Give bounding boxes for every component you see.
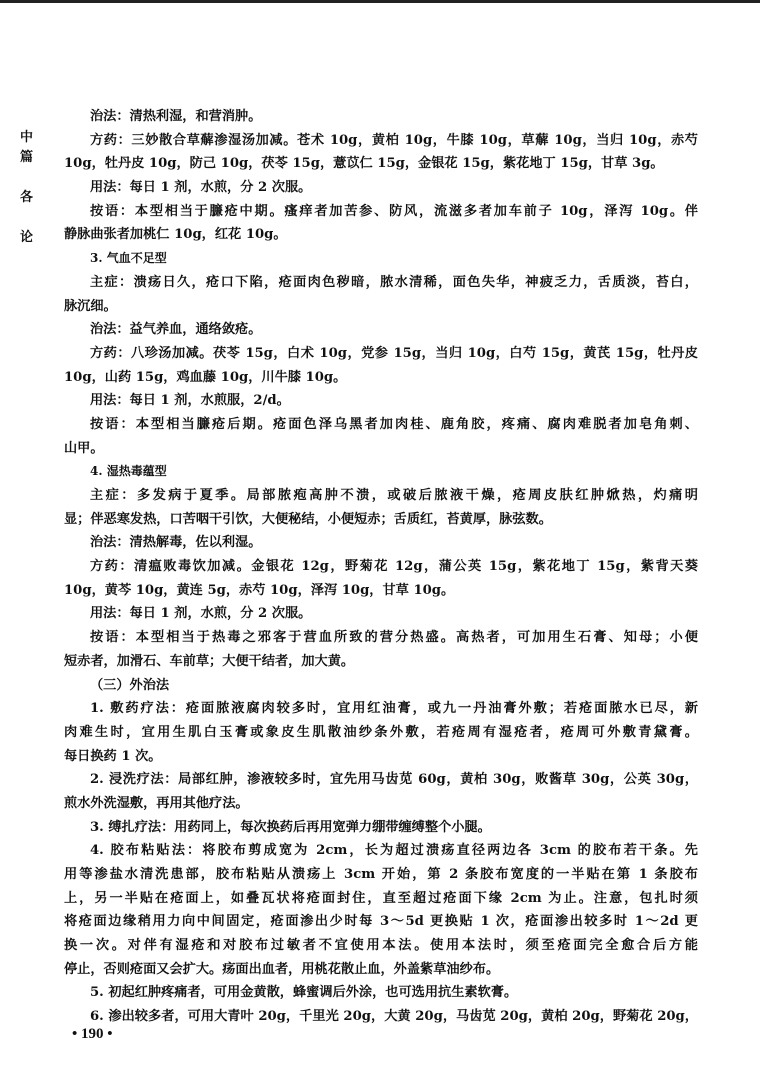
text-line: 治法：清热解毒，佐以利湿。 xyxy=(90,535,262,551)
text-line: 主症：溃疡日久，疮口下陷，疮面肉色秽暗，脓水清稀，面色失华，神疲乏力，舌质淡，苔白， xyxy=(90,274,698,290)
text-line: 10g，黄芩 10g，黄连 5g，赤芍 10g，泽泻 10g，甘草 10g。 xyxy=(64,582,455,598)
text-line: 6. 渗出较多者，可用大青叶 20g，千里光 20g，大黄 20g，马齿苋 20g，黄柏 20g，野菊花 20g， xyxy=(90,1009,698,1025)
text-line: 煎水外洗湿敷，再用其他疗法。 xyxy=(64,795,249,811)
text-line: 3. 缚扎疗法：用药同上，每次换药后再用宽弹力绷带缠缚整个小腿。 xyxy=(90,819,491,835)
text-line: 5. 初起红肿疼痛者，可用金黄散，蜂蜜调后外涂，也可选用抗生素软膏。 xyxy=(90,985,518,1001)
side-label-char: 各 xyxy=(20,190,34,205)
text-line: 10g，山药 15g，鸡血藤 10g，川牛膝 10g。 xyxy=(64,369,347,385)
side-label-char: 论 xyxy=(20,230,34,245)
text-line: 按语：本型相当于臁疮中期。瘙痒者加苦参、防风，流滋多者加车前子 10g，泽泻 10g。伴 xyxy=(90,203,698,219)
text-line: 用法：每日 1 剂，水煎服，2/d。 xyxy=(90,393,290,409)
text-line: 脉沉细。 xyxy=(64,298,117,314)
text-line: 方药：清瘟败毒饮加减。金银花 12g，野菊花 12g，蒲公英 15g，紫花地丁 15g，紫背天葵 xyxy=(90,559,698,575)
text-line: 上，另一半贴在疮面上，如叠瓦状将疮面封住，直至超过疮面下缘 2cm 为止。注意，包扎时须 xyxy=(64,890,698,906)
text-line: 治法：益气养血，通络敛疮。 xyxy=(90,322,262,338)
text-line: （三）外治法 xyxy=(90,677,170,693)
text-line: 用法：每日 1 剂，水煎，分 2 次服。 xyxy=(90,606,312,622)
text-line: 山甲。 xyxy=(64,440,104,456)
text-line: 换一次。对伴有湿疮和对胶布过敏者不宜使用本法。使用本法时，须至疮面完全愈合后方能 xyxy=(64,938,698,954)
subheading: 4. 湿热毒蕴型 xyxy=(90,464,167,479)
text-line: 2. 浸洗疗法：局部红肿，渗液较多时，宜先用马齿苋 60g，黄柏 30g，败酱草 30g，公英 30g， xyxy=(90,772,698,788)
text-line: 用等渗盐水清洗患部，胶布粘贴从溃疡上 3cm 开始，第 2 条胶布宽度的一半贴在第 1 条胶布 xyxy=(64,867,698,882)
text-line: 10g，牡丹皮 10g，防己 10g，茯苓 15g，薏苡仁 15g，金银花 15g，紫花地丁 15g，甘草 3g。 xyxy=(64,156,664,172)
text-line: 静脉曲张者加桃仁 10g，红花 10g。 xyxy=(64,227,287,243)
top-rule xyxy=(0,0,760,3)
text-line: 每日换药 1 次。 xyxy=(64,748,162,764)
text-line: 短赤者，加滑石、车前草；大便干结者，加大黄。 xyxy=(64,653,355,669)
text-line: 显；伴恶寒发热，口苦咽干引饮，大便秘结，小便短赤；舌质红，苔黄厚，脉弦数。 xyxy=(64,511,552,527)
page-body xyxy=(64,105,698,1029)
side-label-char: 中 xyxy=(20,130,34,145)
text-line: 治法：清热利湿，和营消肿。 xyxy=(90,109,262,124)
text-line: 停止，否则疮面又会扩大。疡面出血者，用桃花散止血，外盖紫草油纱布。 xyxy=(64,961,500,977)
text-line: 4. 胶布粘贴法：将胶布剪成宽为 2cm，长为超过溃疡直径两边各 3cm 的胶布若干条。先 xyxy=(90,843,698,859)
text-line: 方药：三妙散合草薢渗湿汤加减。苍术 10g，黄柏 10g，牛膝 10g，草薢 10g，当归 10g，赤芍 xyxy=(90,132,698,148)
side-label-char: 篇 xyxy=(20,150,34,165)
text-line: 方药：八珍汤加减。茯苓 15g，白术 10g，党参 15g，当归 10g，白芍 15g，黄芪 15g，牡丹皮 xyxy=(90,345,698,361)
text-line: 按语：本型相当臁疮后期。疮面色泽乌黑者加肉桂、鹿角胶，疼痛、腐肉难脱者加皂角刺、 xyxy=(90,416,698,432)
text-line: 1. 敷药疗法：疮面脓液腐肉较多时，宜用红油膏，或九一丹油膏外敷；若疮面脓水已尽，新 xyxy=(90,701,698,717)
text-line: 用法：每日 1 剂，水煎，分 2 次服。 xyxy=(90,180,312,196)
subheading: 3. 气血不足型 xyxy=(90,251,167,266)
text-line: 主症：多发病于夏季。局部脓疱高肿不溃，或破后脓液干燥，疮周皮肤红肿焮热，灼痛明 xyxy=(90,488,698,503)
page-number: • 190 • xyxy=(72,1026,113,1042)
side-section-label xyxy=(20,128,36,248)
text-line: 将疮面边缘稍用力向中间固定，疮面渗出少时每 3～5d 更换贴 1 次，疮面渗出较多时 1～2d 更 xyxy=(64,914,698,930)
text-line: 按语：本型相当于热毒之邪客于营血所致的营分热盛。高热者，可加用生石膏、知母；小便 xyxy=(90,630,698,646)
text-line: 肉难生时，宜用生肌白玉膏或象皮生肌散油纱条外敷，若疮周有湿疮者，疮周可外敷青黛膏。 xyxy=(64,724,698,740)
